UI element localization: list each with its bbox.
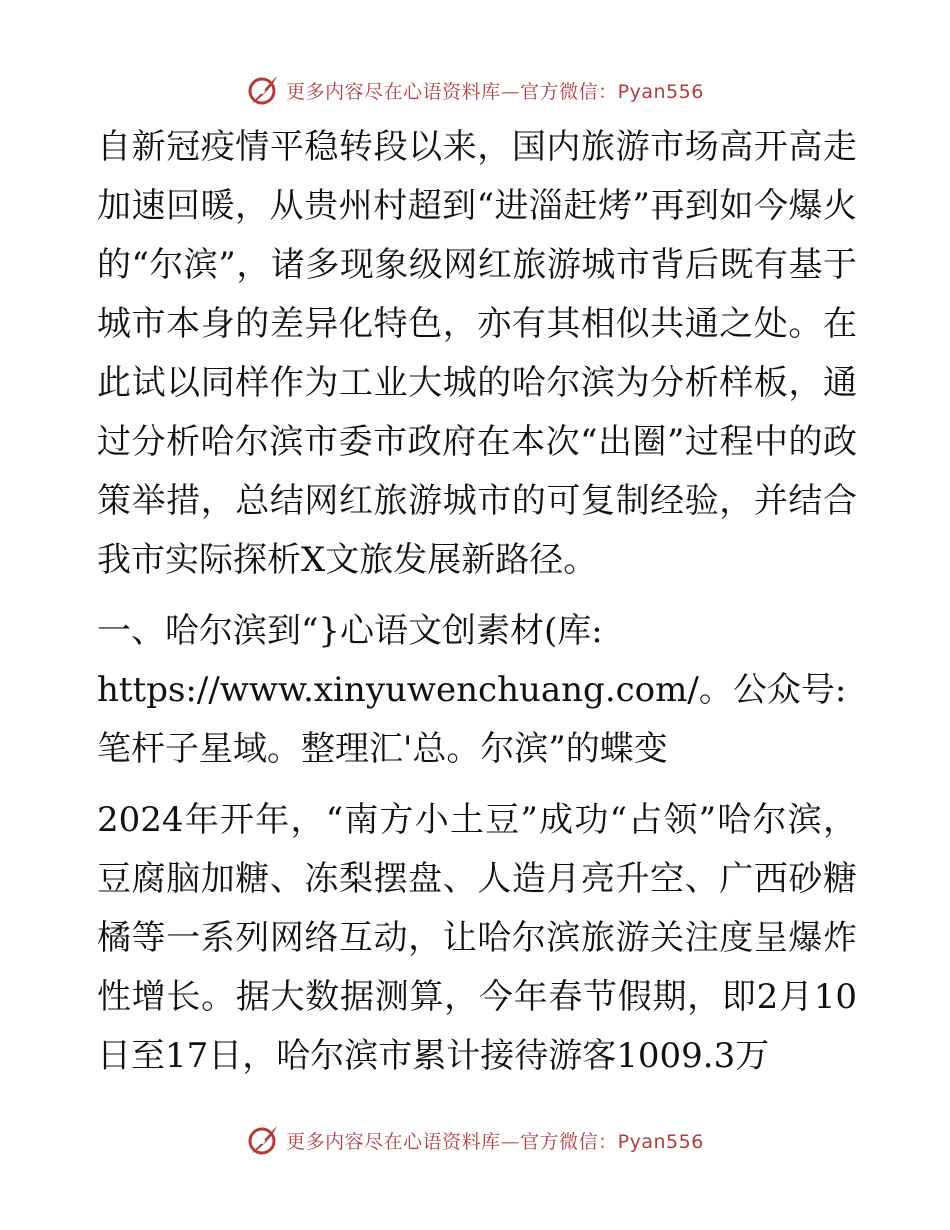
header-watermark [0, 70, 950, 110]
watermark-official: 官方微信：Pyan556 [520, 80, 704, 103]
watermark-official: 官方微信：Pyan556 [520, 1130, 704, 1153]
section-heading: 一、哈尔滨到“}心语文创素材(库: https://www.xinyuwenchuang.com/。公众号: 笔杆子星域。整理汇'总。尔滨”的蝶变 [97, 611, 847, 769]
watermark-separator: — [500, 1130, 521, 1153]
watermark-brand: 更多内容尽在心语资料库 [286, 1130, 501, 1153]
paragraph-body: 2024年开年，“南方小土豆”成功“占领”哈尔滨，豆腐脑加糖、冻梨摆盘、人造月亮升空、广西砂糖橘等一系列网络互动，让哈尔滨旅游关注度呈爆炸性增长。据大数据测算，今年春节假期，即2月10日至17日，哈尔滨市累计接待游客1009.3万 [97, 800, 857, 1076]
watermark-brand: 更多内容尽在心语资料库 [286, 80, 501, 103]
footer-watermark [0, 1120, 950, 1160]
quill-logo-icon [246, 1123, 280, 1157]
quill-logo-icon [246, 73, 280, 107]
watermark-separator: — [500, 80, 521, 103]
paragraph-intro: 自新冠疫情平稳转段以来，国内旅游市场高开高走加速回暖，从贵州村超到“进淄赶烤”再到如今爆火的“尔滨”，诸多现象级网红旅游城市背后既有基于城市本身的差异化特色，亦有其相似共通之处。在此试以同样作为工业大城的哈尔滨为分析样板，通过分析哈尔滨市委市政府在本次“出圈”过程中的政策举措，总结网红旅游城市的可复制经验，并结合我市实际探析X文旅发展新路径。 [97, 127, 857, 580]
body-text [97, 118, 857, 1098]
